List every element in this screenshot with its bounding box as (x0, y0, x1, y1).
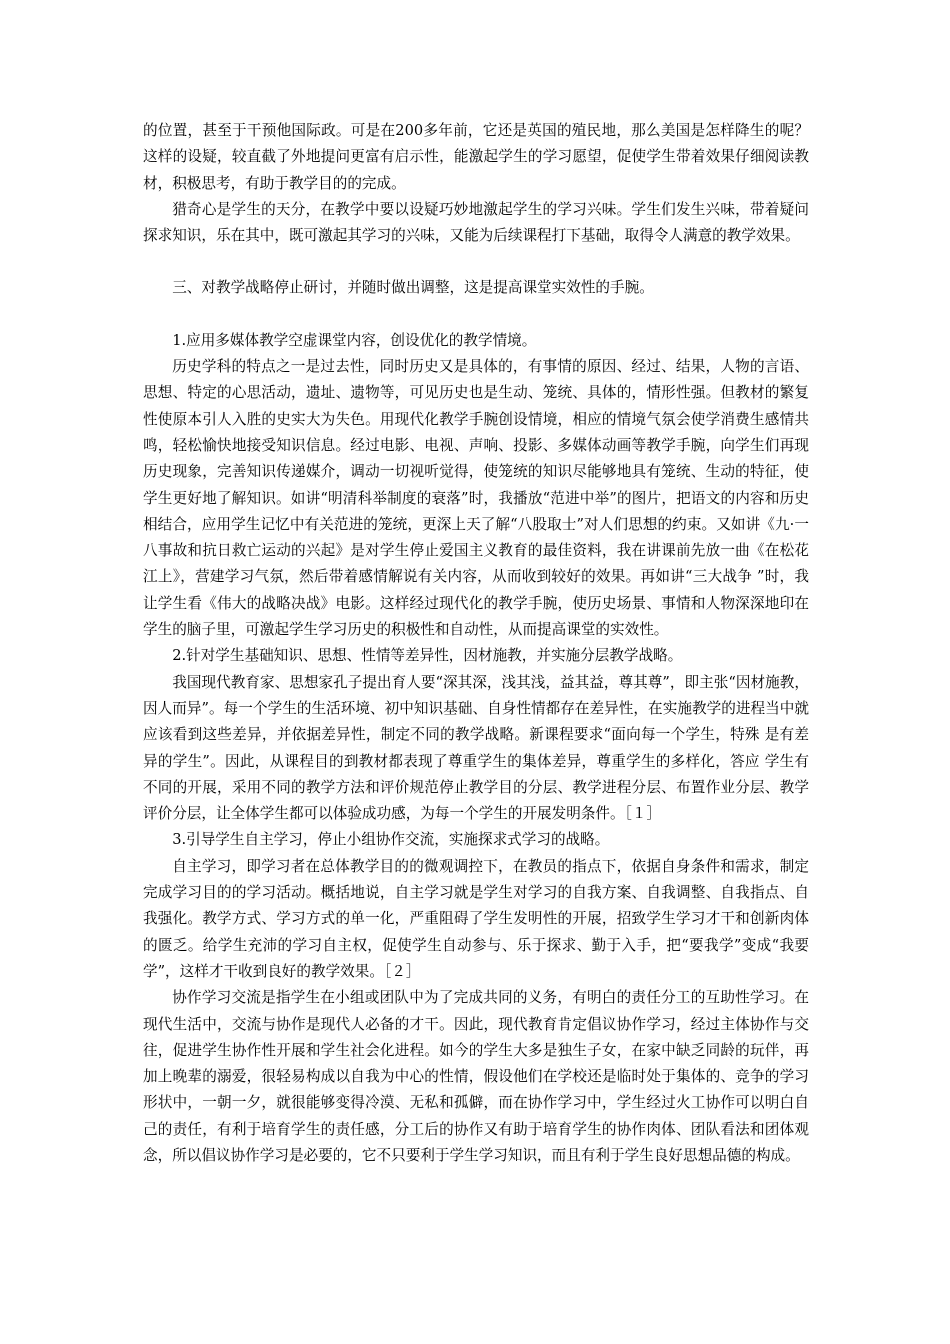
section-heading-three: 三、对教学战略停止研讨，并随时做出调整，这是提高课堂实效性的手腕。 (172, 279, 654, 297)
paragraph-gap (143, 302, 809, 328)
subheading-autonomous-learning: 3.引导学生自主学习，停止小组协作交流，实施探求式学习的战略。 (172, 831, 610, 849)
subheading-differentiation: 2.针对学生基础知识、思想、性情等差异性，因材施教，并实施分层教学战略。 (172, 647, 683, 665)
paragraph-gap (143, 249, 809, 275)
paragraph-autonomous-learning: 自主学习，即学习者在总体教学目的的微观调控下，在教员的指点下，依据自身条件和需求，制定完成学习目的的学习活动。概括地说，自主学习就是学生对学习的自我方案、自我调整、自我指点、自我强化。教学方式、学习方式的单一化，严重阻碍了学生发明性的开展，招致学生学习才干和创新肉体的匮乏。给学生充沛的学习自主权，促使学生自动参与、乐于探求、勤于入手，把“要我学”变成“我要学”，这样才干收到良好的教学效果。［２］ (143, 857, 809, 980)
paragraph-continuation: 的位置，甚至于干预他国际政。可是在200多年前，它还是英国的殖民地，那么美国是怎样降生的呢？这样的设疑，较直截了外地提问更富有启示性，能激起学生的学习愿望，促使学生带着效果仔细阅读教材，积极思考，有助于教学目的的完成。 (143, 122, 809, 192)
subheading-multimedia: 1.应用多媒体教学空虚课堂内容，创设优化的教学情境。 (172, 331, 537, 349)
paragraph-curiosity: 猎奇心是学生的天分，在教学中要以设疑巧妙地激起学生的学习兴味。学生们发生兴味，带着疑问探求知识，乐在其中，既可激起其学习的兴味，又能为后续课程打下基础，取得令人满意的教学效果。 (143, 200, 809, 245)
paragraph-history-features: 历史学科的特点之一是过去性，同时历史又是具体的，有事情的原因、经过、结果，人物的言语、思想、特定的心思活动，遗址、遗物等，可见历史也是生动、笼统、具体的，情形性强。但教材的繁复性使原本引人入胜的史实大为失色。用现代化教学手腕创设情境，相应的情境气氛会使学消费生感情共鸣，轻松愉快地接受知识信息。经过电影、电视、声响、投影、多媒体动画等教学手腕，向学生们再现历史现象，完善知识传递媒介，调动一切视听觉得，使笼统的知识尽能够地具有笼统、生动的特征，使学生更好地了解知识。如讲“明清科举制度的衰落”时，我播放“范进中举”的图片，把语文的内容和历史相结合，应用学生记忆中有关范进的笼统，更深上天了解“八股取士”对人们思想的约束。又如讲《九·一八事故和抗日救亡运动的兴起》是对学生停止爱国主义教育的最佳资料，我在讲课前先放一曲《在松花江上》，营建学习气氛，然后带着感情解说有关内容，从而收到较好的效果。再如讲“三大战争 ”时，我让学生看《伟大的战略决战》电影。这样经过现代化的教学手腕，使历史场景、事情和人物深深地印在学生的脑子里，可激起学生学习历史的积极性和自动性，从而提高课堂的实效性。 (143, 358, 809, 639)
document-page (143, 118, 809, 1169)
paragraph-cooperative-learning: 协作学习交流是指学生在小组或团队中为了完成共同的义务，有明白的责任分工的互助性学习。在现代生活中，交流与协作是现代人必备的才干。因此，现代教育肯定倡议协作学习，经过主体协作与交往，促进学生协作性开展和学生社会化进程。如今的学生大多是独生子女，在家中缺乏同龄的玩伴，再加上晚辈的溺爱，很轻易构成以自我为中心的性情，假设他们在学校还是临时处于集体的、竞争的学习形状中，一朝一夕，就很能够变得冷漠、无私和孤僻，而在协作学习中，学生经过火工协作可以明白自己的责任，有利于培育学生的责任感，分工后的协作又有助于培育学生的协作肉体、团队看法和团体观念，所以倡议协作学习是必要的，它不只要利于学生学习知识，而且有利于学生良好思想品德的构成。 (143, 989, 809, 1164)
paragraph-confucius: 我国现代教育家、思想家孔子提出育人要“深其深，浅其浅，益其益，尊其尊”，即主张“因材施教，因人而异”。每一个学生的生活环境、初中知识基础、自身性情都存在差异性，在实施教学的进程当中就应该看到这些差异，并依据差异性，制定不同的教学战略。新课程要求“面向每一个学生，特殊 是有差异的学生”。因此，从课程目的到教材都表现了尊重学生的集体差异，尊重学生的多样化，答应 学生有不同的开展，采用不同的教学方法和评价规范停止教学目的分层、教学进程分层、布置作业分层、教学评价分层，让全体学生都可以体验成功感，为每一个学生的开展发明条件。［１］ (143, 673, 809, 823)
